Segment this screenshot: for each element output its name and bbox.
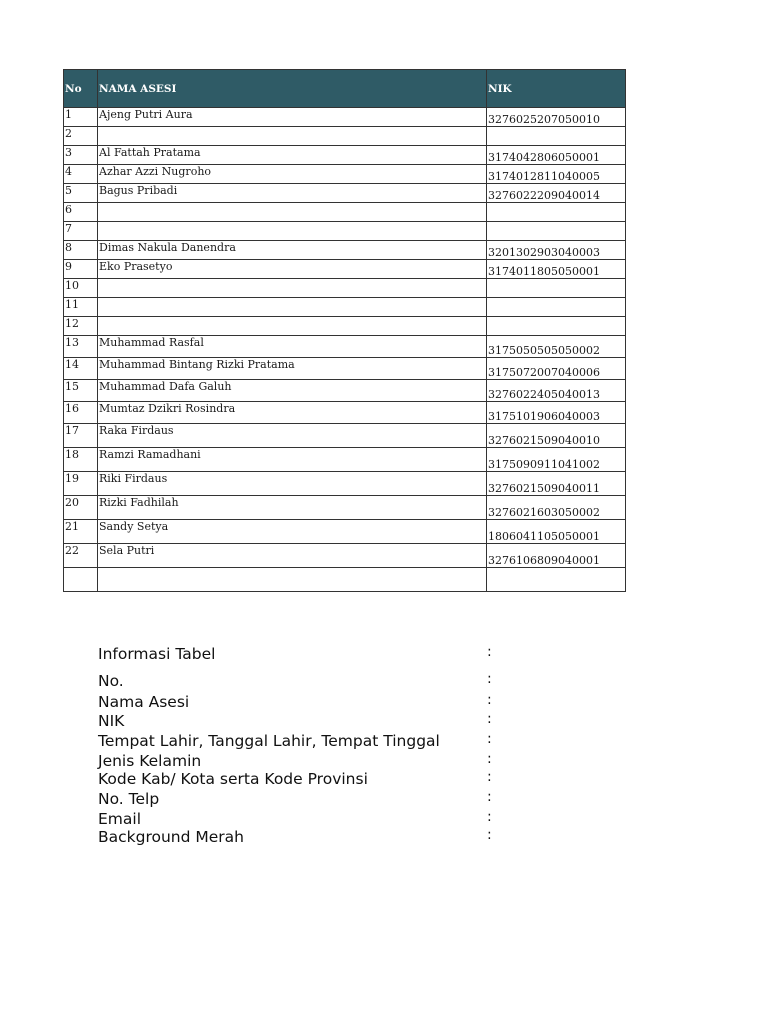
table-row	[64, 146, 626, 165]
cell-nama-asesi	[98, 298, 487, 317]
cell-no: 19	[64, 472, 98, 496]
info-item	[98, 671, 518, 690]
table-row	[64, 298, 626, 317]
info-label: Informasi Tabel	[98, 645, 216, 663]
table-row	[64, 108, 626, 127]
table-row	[64, 496, 626, 520]
cell-no: 2	[64, 127, 98, 146]
info-colon: :	[487, 789, 492, 805]
cell-nik: 3276106809040001	[487, 544, 626, 568]
cell-nama-asesi: Muhammad Rasfal	[98, 336, 487, 358]
info-item	[98, 789, 518, 808]
table-row	[64, 380, 626, 402]
table-row	[64, 317, 626, 336]
cell-nama-asesi: Dimas Nakula Danendra	[98, 241, 487, 260]
table-row	[64, 520, 626, 544]
cell-nik	[487, 127, 626, 146]
cell-nama-asesi: Muhammad Dafa Galuh	[98, 380, 487, 402]
info-colon: :	[487, 671, 492, 687]
cell-no: 4	[64, 165, 98, 184]
cell-nik	[487, 317, 626, 336]
info-colon: :	[487, 809, 492, 825]
cell-nama-asesi: Sela Putri	[98, 544, 487, 568]
cell-no: 12	[64, 317, 98, 336]
asesi-table	[63, 69, 626, 592]
info-label: No. Telp	[98, 790, 160, 808]
info-label: Background Merah	[98, 828, 245, 846]
cell-nama-asesi	[98, 279, 487, 298]
header-nik: NIK	[487, 70, 626, 108]
cell-nik: 3174042806050001	[487, 146, 626, 165]
info-colon: :	[487, 711, 492, 727]
table-row	[64, 402, 626, 424]
cell-nama-asesi: Raka Firdaus	[98, 424, 487, 448]
cell-nama-asesi: Rizki Fadhilah	[98, 496, 487, 520]
cell-nama-asesi	[98, 203, 487, 222]
info-item	[98, 827, 518, 846]
cell-nik: 3276021603050002	[487, 496, 626, 520]
table-row	[64, 203, 626, 222]
cell-no: 18	[64, 448, 98, 472]
cell-nama-asesi: Sandy Setya	[98, 520, 487, 544]
cell-nama-asesi: Bagus Pribadi	[98, 184, 487, 203]
cell-nik: 3175101906040003	[487, 402, 626, 424]
table-row	[64, 472, 626, 496]
info-item	[98, 809, 518, 828]
cell-nama-asesi: Al Fattah Pratama	[98, 146, 487, 165]
table-row	[64, 424, 626, 448]
info-colon: :	[487, 644, 492, 660]
info-label: NIK	[98, 712, 125, 730]
table-row	[64, 336, 626, 358]
info-label: Jenis Kelamin	[98, 752, 202, 770]
table-row	[64, 127, 626, 146]
cell-nik: 3201302903040003	[487, 241, 626, 260]
cell-nik: 3174012811040005	[487, 165, 626, 184]
info-label: Email	[98, 810, 142, 828]
table-header-row	[64, 70, 626, 108]
cell-nama-asesi	[98, 317, 487, 336]
info-item	[98, 731, 518, 750]
cell-nama-asesi: Ajeng Putri Aura	[98, 108, 487, 127]
table-row	[64, 222, 626, 241]
cell-nama-asesi	[98, 222, 487, 241]
cell-nama-asesi: Ramzi Ramadhani	[98, 448, 487, 472]
info-colon: :	[487, 827, 492, 843]
info-colon: :	[487, 731, 492, 747]
cell-nik: 3276021509040010	[487, 424, 626, 448]
info-item	[98, 751, 518, 770]
info-colon: :	[487, 769, 492, 785]
info-label: Kode Kab/ Kota serta Kode Provinsi	[98, 770, 368, 788]
cell-nama-asesi: Azhar Azzi Nugroho	[98, 165, 487, 184]
cell-no: 13	[64, 336, 98, 358]
table-row	[64, 568, 626, 592]
table-row	[64, 279, 626, 298]
cell-nik	[487, 279, 626, 298]
cell-nik: 3175072007040006	[487, 358, 626, 380]
cell-nik: 3175050505050002	[487, 336, 626, 358]
table-row	[64, 184, 626, 203]
info-colon: :	[487, 692, 492, 708]
cell-nik: 3174011805050001	[487, 260, 626, 279]
cell-no: 8	[64, 241, 98, 260]
info-colon: :	[487, 751, 492, 767]
cell-no: 22	[64, 544, 98, 568]
cell-nik: 3276022405040013	[487, 380, 626, 402]
cell-nik	[487, 298, 626, 317]
cell-no: 5	[64, 184, 98, 203]
cell-no: 20	[64, 496, 98, 520]
table-row	[64, 358, 626, 380]
table-body	[64, 108, 626, 592]
cell-nik	[487, 222, 626, 241]
table-row	[64, 260, 626, 279]
table-row	[64, 241, 626, 260]
cell-nama-asesi	[98, 127, 487, 146]
cell-nik: 3276021509040011	[487, 472, 626, 496]
cell-no: 15	[64, 380, 98, 402]
cell-nama-asesi: Riki Firdaus	[98, 472, 487, 496]
spreadsheet	[63, 69, 626, 592]
cell-no: 14	[64, 358, 98, 380]
info-label: Tempat Lahir, Tanggal Lahir, Tempat Tinggal	[98, 732, 440, 750]
info-item	[98, 711, 518, 730]
cell-nama-asesi: Mumtaz Dzikri Rosindra	[98, 402, 487, 424]
cell-nama-asesi: Eko Prasetyo	[98, 260, 487, 279]
info-item	[98, 692, 518, 711]
cell-no: 9	[64, 260, 98, 279]
cell-no: 1	[64, 108, 98, 127]
cell-nik	[487, 568, 626, 592]
cell-no: 3	[64, 146, 98, 165]
cell-nama-asesi	[98, 568, 487, 592]
cell-no: 10	[64, 279, 98, 298]
info-label: Nama Asesi	[98, 693, 190, 711]
table-row	[64, 165, 626, 184]
cell-no: 7	[64, 222, 98, 241]
info-item	[98, 644, 518, 663]
header-nama-asesi: NAMA ASESI	[98, 70, 487, 108]
cell-no: 16	[64, 402, 98, 424]
cell-nik	[487, 203, 626, 222]
table-row	[64, 448, 626, 472]
header-no: No	[64, 70, 98, 108]
cell-nik: 3175090911041002	[487, 448, 626, 472]
info-item	[98, 769, 518, 788]
info-label: No.	[98, 672, 124, 690]
cell-nik: 3276022209040014	[487, 184, 626, 203]
table-row	[64, 544, 626, 568]
cell-nik: 3276025207050010	[487, 108, 626, 127]
cell-no: 21	[64, 520, 98, 544]
cell-nik: 1806041105050001	[487, 520, 626, 544]
cell-no: 11	[64, 298, 98, 317]
cell-no	[64, 568, 98, 592]
cell-nama-asesi: Muhammad Bintang Rizki Pratama	[98, 358, 487, 380]
cell-no: 6	[64, 203, 98, 222]
cell-no: 17	[64, 424, 98, 448]
